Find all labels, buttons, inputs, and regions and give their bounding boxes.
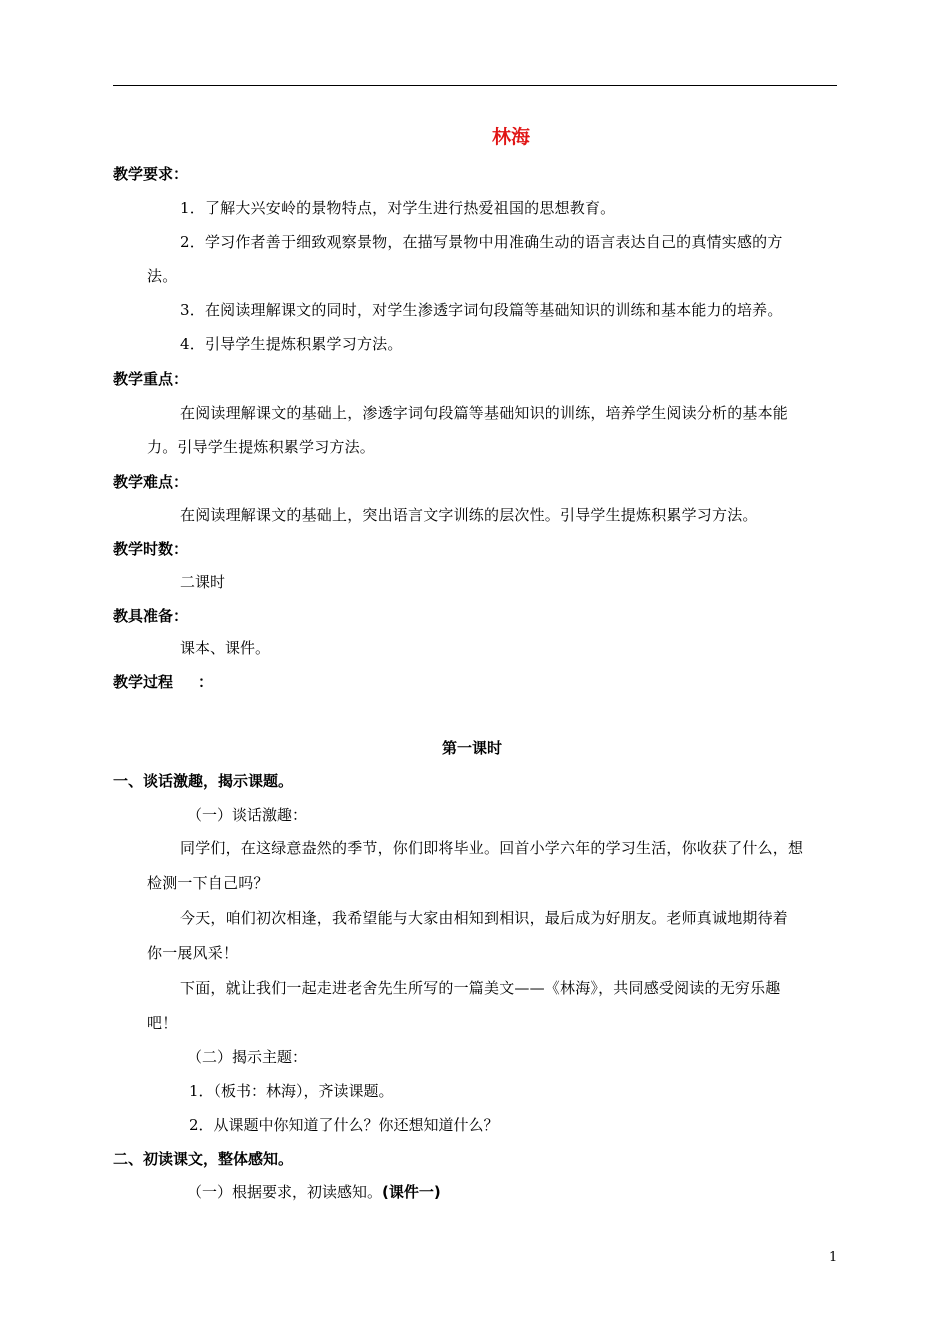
page-number: 1 [829, 1250, 838, 1265]
part2-sub1-text: （一）根据要求，初读感知。 [187, 1183, 383, 1201]
key-points-text: 力。引导学生提炼积累学习方法。 [147, 438, 376, 456]
process-colon: ： [198, 673, 214, 691]
requirements-heading: 教学要求： [113, 165, 189, 183]
part1-sub1: （一）谈话激趣： [187, 806, 308, 824]
paragraph-line: 检测一下自己吗？ [147, 874, 269, 892]
key-points-text: 在阅读理解课文的基础上，渗透字词句段篇等基础知识的训练，培养学生阅读分析的基本能 [180, 404, 789, 422]
paragraph-line: 同学们，在这绿意盎然的季节，你们即将毕业。回首小学六年的学习生活，你收获了什么，想 [180, 839, 804, 857]
paragraph-line: 吧！ [147, 1014, 178, 1032]
part1-item: 1．（板书：林海），齐读课题。 [189, 1082, 394, 1100]
page-title: 林海 [492, 126, 531, 148]
requirement-item: 1．了解大兴安岭的景物特点，对学生进行热爱祖国的思想教育。 [180, 199, 616, 217]
paragraph-line: 你一展风采！ [147, 944, 239, 962]
part1-sub2: （二）揭示主题： [187, 1048, 308, 1066]
materials-value: 课本、课件。 [180, 639, 271, 657]
header-rule [113, 85, 837, 86]
paragraph-line: 下面，就让我们一起走进老舍先生所写的一篇美文——《林海》，共同感受阅读的无穷乐趣 [180, 979, 781, 997]
part2-heading: 二、初读课文，整体感知。 [113, 1150, 294, 1168]
requirement-item-continuation: 法。 [147, 267, 178, 285]
lesson-heading: 第一课时 [442, 739, 503, 757]
requirement-item: 4．引导学生提炼积累学习方法。 [180, 335, 403, 353]
difficulties-heading: 教学难点： [113, 473, 189, 491]
materials-heading: 教具准备： [113, 607, 189, 625]
requirement-item: 2．学习作者善于细致观察景物，在描写景物中用准确生动的语言表达自己的真情实感的方 [180, 233, 783, 251]
part2-sub1 [187, 1182, 441, 1202]
difficulties-text: 在阅读理解课文的基础上，突出语言文字训练的层次性。引导学生提炼积累学习方法。 [180, 506, 758, 524]
part2-sub1-courseware: (课件一) [382, 1183, 441, 1201]
hours-heading: 教学时数： [113, 540, 189, 558]
part1-item: 2．从课题中你知道了什么？你还想知道什么？ [189, 1116, 499, 1134]
paragraph-line: 今天，咱们初次相逢，我希望能与大家由相知到相识，最后成为好朋友。老师真诚地期待着 [180, 909, 789, 927]
process-heading: 教学过程 [113, 673, 174, 691]
hours-value: 二课时 [180, 573, 226, 591]
part1-heading: 一、谈话激趣，揭示课题。 [113, 772, 294, 790]
key-points-heading: 教学重点： [113, 370, 189, 388]
requirement-item: 3．在阅读理解课文的同时，对学生渗透字词句段篇等基础知识的训练和基本能力的培养。 [180, 301, 783, 319]
